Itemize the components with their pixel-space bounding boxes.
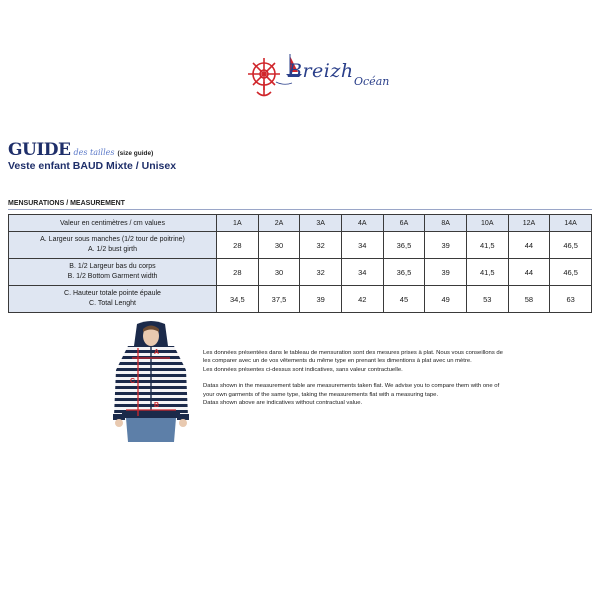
row-label-fr: C. Hauteur totale pointe épaule xyxy=(64,290,161,297)
row-label-en: C. Total Lenght xyxy=(89,300,136,307)
product-title: Veste enfant BAUD Mixte / Unisex xyxy=(8,160,177,172)
table-cell: 28 xyxy=(217,259,259,286)
size-header: 1A xyxy=(217,215,259,232)
guide-paren: (size guide) xyxy=(117,150,154,157)
table-cell: 45 xyxy=(383,286,425,313)
row-label-en: A. 1/2 bust girth xyxy=(87,246,138,253)
header-label-cell: Valeur en centimètres / cm values xyxy=(9,215,217,232)
table-row xyxy=(9,286,592,313)
size-header: 14A xyxy=(550,215,592,232)
table-cell: 49 xyxy=(425,286,467,313)
marker-a: A xyxy=(154,349,160,356)
size-table xyxy=(8,214,592,313)
size-header: 6A xyxy=(383,215,425,232)
table-cell: 44 xyxy=(508,259,550,286)
size-header: 10A xyxy=(466,215,508,232)
brand-logo xyxy=(246,52,416,102)
row-label xyxy=(9,259,217,286)
row-label-fr: A. Largeur sous manches (1/2 tour de poitrine) xyxy=(40,236,185,243)
marker-b: B xyxy=(154,402,160,409)
table-cell: 37,5 xyxy=(258,286,300,313)
section-divider xyxy=(8,209,592,210)
row-label-en: B. 1/2 Bottom Garment width xyxy=(67,273,158,280)
guide-subtitle: des tailles xyxy=(73,148,115,157)
table-cell: 36,5 xyxy=(383,232,425,259)
table-cell: 36,5 xyxy=(383,259,425,286)
brand-name-second: Océan xyxy=(354,75,390,88)
guide-word: GUIDE xyxy=(8,140,71,160)
note-en-1: Datas shown in the measurement table are measurements taken flat. We advise you to compare them with one of your own garments of the same type, taking the measurements flat with a measuring tape. xyxy=(203,383,500,398)
row-label xyxy=(9,286,217,313)
table-cell: 30 xyxy=(258,259,300,286)
note-fr-2: Les données présentes ci-dessus sont indicatives, sans valeur contractuelle. xyxy=(203,366,403,373)
size-header: 3A xyxy=(300,215,342,232)
table-cell: 34 xyxy=(341,259,383,286)
note-en-2: Datas shown above are indicatives without contractual value. xyxy=(203,400,363,407)
table-cell: 39 xyxy=(425,259,467,286)
size-header: 4A xyxy=(341,215,383,232)
size-header: 8A xyxy=(425,215,467,232)
table-cell: 44 xyxy=(508,232,550,259)
table-header-row xyxy=(9,215,592,232)
table-cell: 42 xyxy=(341,286,383,313)
table-row xyxy=(9,232,592,259)
table-cell: 46,5 xyxy=(550,232,592,259)
note-fr-1: Les données présentées dans le tableau de mensuration sont des mesures prises à plat. Nous vous conseillons de les comparer avec un de vos vêtements du même type en prenant les dimentions à plat avec un mètre. xyxy=(203,350,503,365)
row-label-fr: B. 1/2 Largeur bas du corps xyxy=(69,263,156,270)
product-photo xyxy=(110,320,192,442)
section-title: MENSURATIONS / MEASUREMENT xyxy=(8,200,125,207)
table-cell: 46,5 xyxy=(550,259,592,286)
table-cell: 34 xyxy=(341,232,383,259)
table-cell: 53 xyxy=(466,286,508,313)
marker-c: C xyxy=(130,378,136,385)
size-header: 12A xyxy=(508,215,550,232)
table-cell: 32 xyxy=(300,259,342,286)
table-cell: 41,5 xyxy=(466,259,508,286)
measurement-notes xyxy=(203,349,503,407)
table-cell: 34,5 xyxy=(217,286,259,313)
table-cell: 39 xyxy=(300,286,342,313)
size-header: 2A xyxy=(258,215,300,232)
table-cell: 28 xyxy=(217,232,259,259)
brand-name: Breizh xyxy=(288,60,354,82)
table-cell: 41,5 xyxy=(466,232,508,259)
row-label xyxy=(9,232,217,259)
table-cell: 39 xyxy=(425,232,467,259)
table-cell: 58 xyxy=(508,286,550,313)
table-row xyxy=(9,259,592,286)
guide-title xyxy=(8,140,153,160)
table-cell: 32 xyxy=(300,232,342,259)
table-cell: 30 xyxy=(258,232,300,259)
table-cell: 63 xyxy=(550,286,592,313)
